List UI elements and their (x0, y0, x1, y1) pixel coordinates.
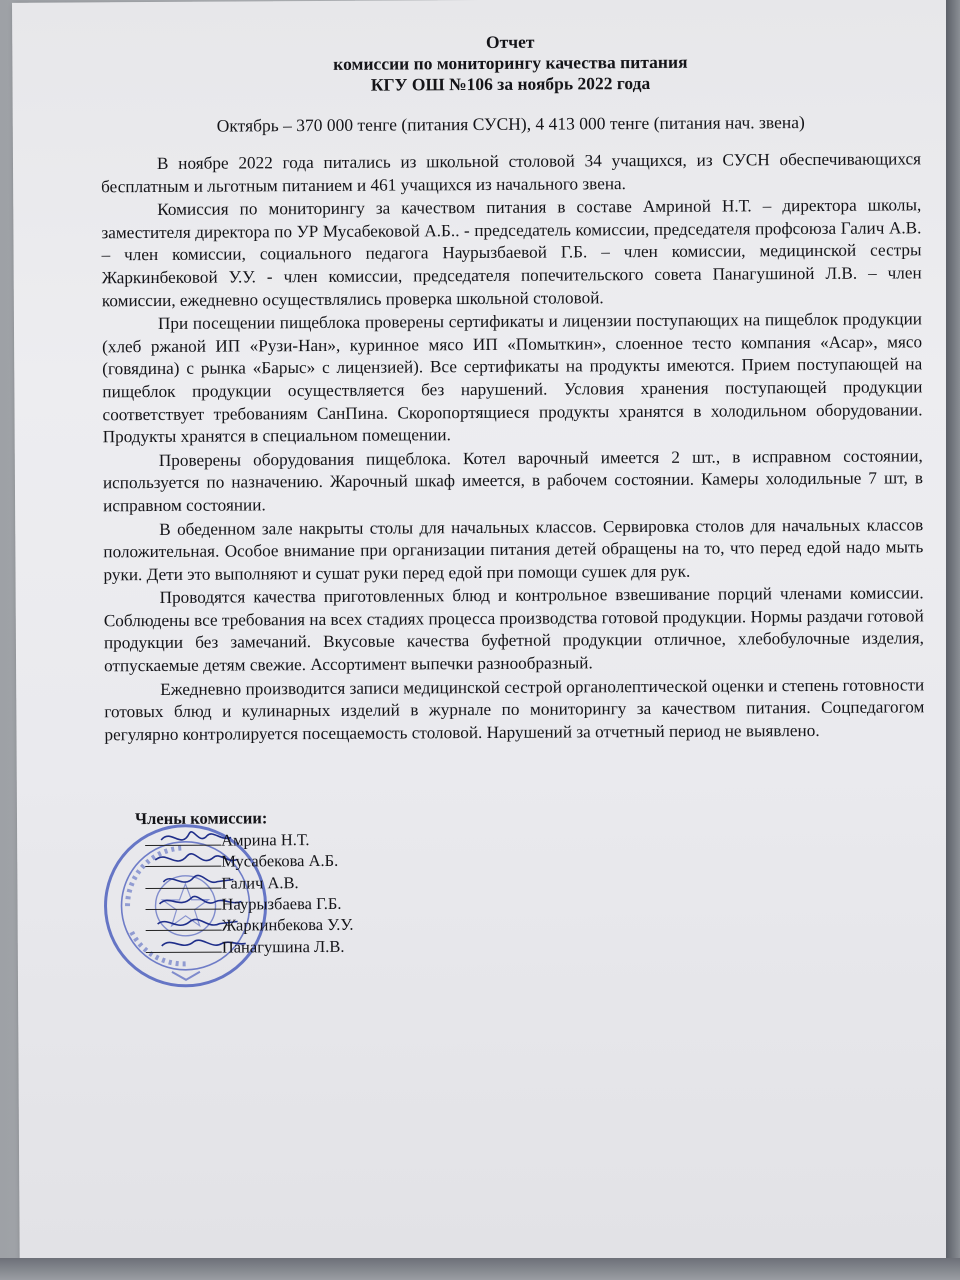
member-name: Жаркинбекова У.У. (221, 915, 354, 935)
signature-line (145, 844, 221, 845)
member-row (136, 932, 926, 958)
signature-line (145, 887, 221, 888)
title-line-3: КГУ ОШ №106 за ноябрь 2022 года (370, 72, 651, 95)
paragraph-attendance: В ноябре 2022 года питались из школьной столовой 34 учащихся, из СУСН обеспечивающихся бесплатным и льготным питанием и 461 учащихся из начального звена. (101, 149, 922, 196)
paragraph-commission: Комиссия по мониторингу за качеством питания в составе Амриной Н.Т. – директора школы, заместителя директора по УР Мусабековой А.Б.. - председатель комиссии, председателя профсоюза Галич А.В. – член комиссии, социального педагога Наурызбаевой Г.Б. – член комиссии, медицинской сестры Жаркинбековой У.У. - член комиссии, председателя попечительского совета Панагушиной Л.В. – член комиссии, ежедневно осуществлялись проверка школьной столовой. (101, 195, 922, 310)
signature-line (146, 951, 222, 952)
paragraph-daily-records: Ежедневно производится записи медицинской сестрой органолептической оценки и степень готовности готовых блюд и кулинарных изделий в журнале по мониторингу за качеством питания. Соцпедагогом регулярно контролируется посещаемость столовой. Нарушений за отчетный период не выявлено. (104, 674, 925, 745)
member-name: Наурызбаева Г.Б. (221, 893, 342, 914)
funding-summary: Октябрь – 370 000 тенге (питания СУСН), 4 413 000 тенге (питания нач. звена) (216, 112, 805, 136)
signature-line (146, 930, 222, 931)
signature-line (145, 866, 221, 867)
member-name: Галич А.В. (221, 872, 299, 893)
title-line-1: Отчет (485, 31, 535, 52)
paragraph-quality-check: Проводятся качества приготовленных блюд и контрольное взвешивание порций членами комиссии. Соблюдены все требования на всех стадиях процесса производства готовой продукции. Нормы раздачи готовой продукции без замечаний. Вкусовые качества буфетной продукции отличное, хлебобулочные изделия, отпускаемые детям свежие. Ассортимент выпечки разнообразный. (103, 583, 924, 676)
report-document (100, 29, 926, 958)
paragraph-certificates: При посещении пищеблока проверены сертификаты и лицензии поступающих на пищеблок продукции (хлеб ржаной ИП «Рузи-Нан», куринное мясо ИП «Помыткин», слоенное тесто компания «Асар», мясо (говядина) с рынка «Барыс» с лицензией). Все сертификаты на продукты имеются. Прием поступающей на пищеблок продукции осуществляется без нарушений. Условия хранения поступающей продукции соответствует требованиям СанПина. Скоропортящиеся продукты хранятся в холодильном оборудовании. Продукты хранятся в специальном помещении. (102, 309, 923, 447)
paragraph-dining-hall: В обеденном зале накрыты столы для начальных классов. Сервировка столов для начальных классов положительная. Особое внимание при организации питания детей обращены на то, что перед едой надо мыть руки. Дети это выполняют и сушат руки перед едой при помощи сушек для рук. (103, 514, 924, 584)
member-name: Мусабекова А.Б. (221, 851, 339, 871)
paragraph-equipment: Проверены оборудования пищеблока. Котел варочный имеется 2 шт., в исправном состоянии, используется по назначению. Жарочный шкаф имеется, в рабочем состоянии. Камеры холодильные 7 шт, в исправном состоянии. (102, 446, 923, 516)
member-name: Амрина Н.Т. (221, 829, 310, 850)
commission-members (135, 804, 926, 959)
title-line-2: комиссии по мониторингу качества питания (333, 51, 688, 74)
paper-sheet (12, 0, 954, 1265)
background-edge-bottom (0, 1258, 960, 1280)
report-title (100, 29, 920, 97)
signature-line (146, 909, 222, 910)
member-name: Панагушина Л.В. (221, 936, 345, 957)
members-heading: Члены комиссии: (134, 808, 268, 829)
background-edge-right (946, 0, 960, 1280)
report-body (101, 148, 925, 746)
